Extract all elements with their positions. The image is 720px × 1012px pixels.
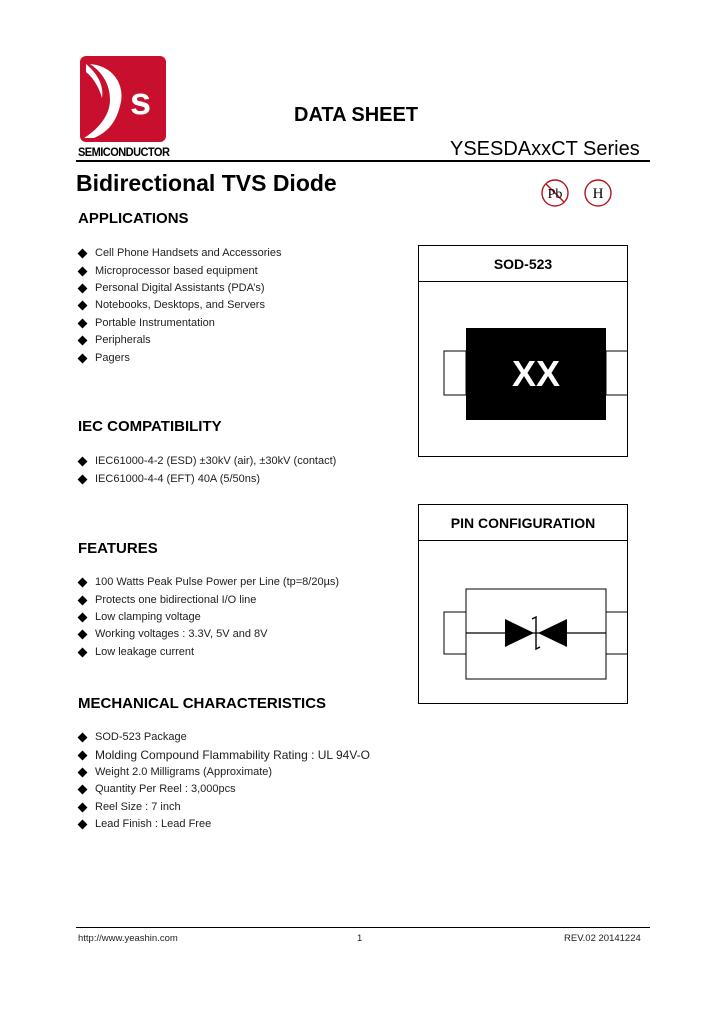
halogen-free-icon <box>583 178 613 208</box>
bullet-icon <box>78 266 88 276</box>
iec-list <box>78 453 336 488</box>
bullet-icon <box>78 249 88 259</box>
list-item: Cell Phone Handsets and Accessories <box>78 245 282 262</box>
applications-heading: APPLICATIONS <box>78 210 189 227</box>
mechanical-heading: MECHANICAL CHARACTERISTICS <box>78 695 327 712</box>
bullet-icon <box>78 457 88 467</box>
bullet-icon <box>78 318 88 328</box>
package-marking: XX <box>511 353 561 394</box>
mechanical-list <box>78 729 370 833</box>
page-number: 1 <box>357 933 363 944</box>
list-item: Lead Finish : Lead Free <box>78 816 370 833</box>
header-divider <box>76 160 650 162</box>
bullet-icon <box>78 474 88 484</box>
iec-heading: IEC COMPATIBILITY <box>78 418 222 435</box>
revision-text: REV.02 20141224 <box>564 933 641 944</box>
bullet-icon <box>78 578 88 588</box>
list-item: Peripherals <box>78 332 282 349</box>
h-label: H <box>592 186 604 202</box>
list-item: Protects one bidirectional I/O line <box>78 591 339 608</box>
applications-list <box>78 245 282 367</box>
list-item: Working voltages : 3.3V, 5V and 8V <box>78 626 339 643</box>
company-logo <box>80 56 166 142</box>
bidirectional-diode-icon <box>419 541 627 703</box>
pb-label: Pb <box>547 187 563 202</box>
features-list <box>78 574 339 661</box>
page-title: Bidirectional TVS Diode <box>76 170 337 196</box>
bullet-icon <box>78 785 88 795</box>
logo-company-text: SEMICONDUCTOR <box>78 145 170 159</box>
series-name: YSESDAxxCT Series <box>450 138 640 160</box>
bullet-icon <box>78 820 88 830</box>
bullet-icon <box>78 802 88 812</box>
bullet-icon <box>78 284 88 294</box>
bullet-icon <box>78 336 88 346</box>
list-item: Notebooks, Desktops, and Servers <box>78 297 282 314</box>
bullet-icon <box>78 733 88 743</box>
bullet-icon <box>78 613 88 623</box>
list-item: 100 Watts Peak Pulse Power per Line (tp=8/20µs) <box>78 574 339 591</box>
pb-free-icon <box>540 178 570 208</box>
list-item: SOD-523 Package <box>78 729 370 746</box>
footer-divider <box>76 927 650 928</box>
bullet-icon <box>78 768 88 778</box>
list-item: IEC61000-4-2 (ESD) ±30kV (air), ±30kV (contact) <box>78 453 336 470</box>
package-drawing <box>419 282 627 456</box>
bullet-icon <box>78 630 88 640</box>
doc-type-title: DATA SHEET <box>294 104 419 126</box>
bullet-icon <box>78 647 88 657</box>
bullet-icon <box>78 301 88 311</box>
bullet-icon <box>78 750 88 760</box>
list-item: Portable Instrumentation <box>78 315 282 332</box>
list-item: Reel Size : 7 inch <box>78 799 370 816</box>
svg-text:s: s <box>130 81 152 123</box>
package-box <box>418 245 628 457</box>
list-item: Microprocessor based equipment <box>78 262 282 279</box>
list-item: Low clamping voltage <box>78 609 339 626</box>
package-box-heading: SOD-523 <box>419 246 627 282</box>
pin-config-box <box>418 504 628 704</box>
list-item: IEC61000-4-4 (EFT) 40A (5/50ns) <box>78 470 336 487</box>
sod523-package-icon <box>419 282 627 456</box>
list-item: Personal Digital Assistants (PDA’s) <box>78 280 282 297</box>
list-item: Low leakage current <box>78 644 339 661</box>
list-item: Pagers <box>78 349 282 366</box>
list-item: Quantity Per Reel : 3,000pcs <box>78 781 370 798</box>
list-item: Weight 2.0 Milligrams (Approximate) <box>78 764 370 781</box>
pin-config-drawing <box>419 541 627 703</box>
pin-config-heading: PIN CONFIGURATION <box>419 505 627 541</box>
features-heading: FEATURES <box>78 540 158 557</box>
ys-logo-icon <box>80 56 166 142</box>
list-item: Molding Compound Flammability Rating : UL 94V-O <box>78 746 370 763</box>
bullet-icon <box>78 595 88 605</box>
footer-url[interactable]: http://www.yeashin.com <box>78 933 178 944</box>
bullet-icon <box>78 353 88 363</box>
